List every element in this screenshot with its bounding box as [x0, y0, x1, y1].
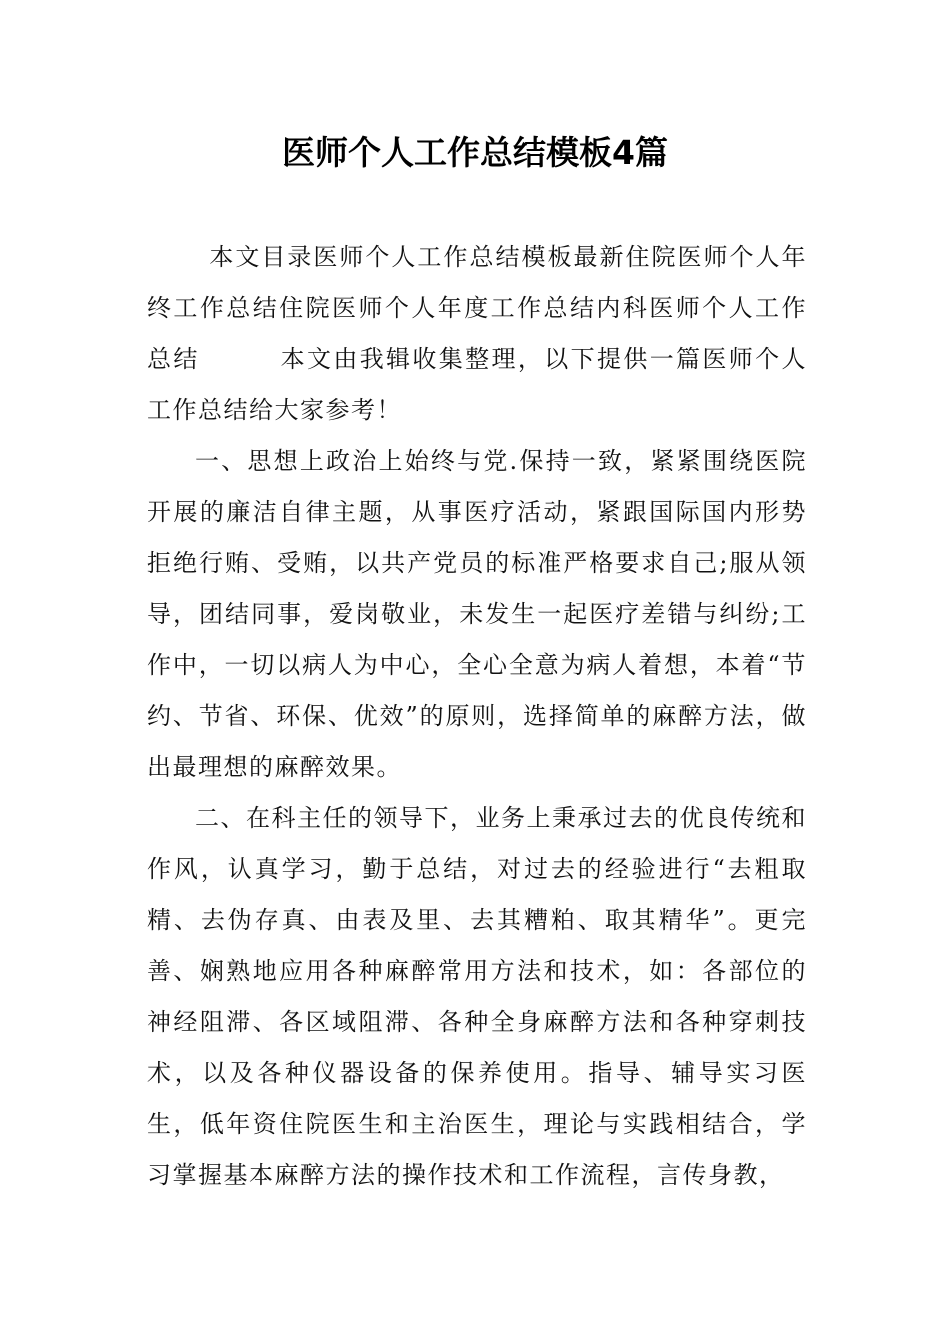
intro-text-source: 本文由我辑收集整理，以下提供一篇医师个人工作总结给大家参考！: [147, 345, 808, 424]
document-body: [147, 232, 807, 1201]
intro-paragraph: [147, 232, 807, 436]
document-title: 医师个人工作总结模板4篇: [282, 133, 668, 172]
intro-text-contents: 本文目录医师个人工作总结模板最新住院医师个人年终工作总结住院医师个人年度工作总结内科医师个人工作总结: [147, 243, 807, 373]
body-paragraph-1: 一、思想上政治上始终与党.保持一致，紧紧围绕医院开展的廉洁自律主题，从事医疗活动，紧跟国际国内形势拒绝行贿、受贿，以共产党员的标准严格要求自己;服从领导，团结同事，爱岗敬业，未发生一起医疗差错与纠纷;工作中，一切以病人为中心，全心全意为病人着想，本着“节约、节省、环保、优效”的原则，选择简单的麻醉方法，做出最理想的麻醉效果。: [147, 447, 807, 781]
body-paragraph-2: 二、在科主任的领导下，业务上秉承过去的优良传统和作风，认真学习，勤于总结，对过去的经验进行“去粗取精、去伪存真、由表及里、去其糟粕、取其精华”。更完善、娴熟地应用各种麻醉常用方法和技术，如：各部位的神经阻滞、各区域阻滞、各种全身麻醉方法和各种穿刺技术，以及各种仪器设备的保养使用。指导、辅导实习医生，低年资住院医生和主治医生，理论与实践相结合，学习掌握基本麻醉方法的操作技术和工作流程，言传身教，: [147, 804, 807, 1189]
